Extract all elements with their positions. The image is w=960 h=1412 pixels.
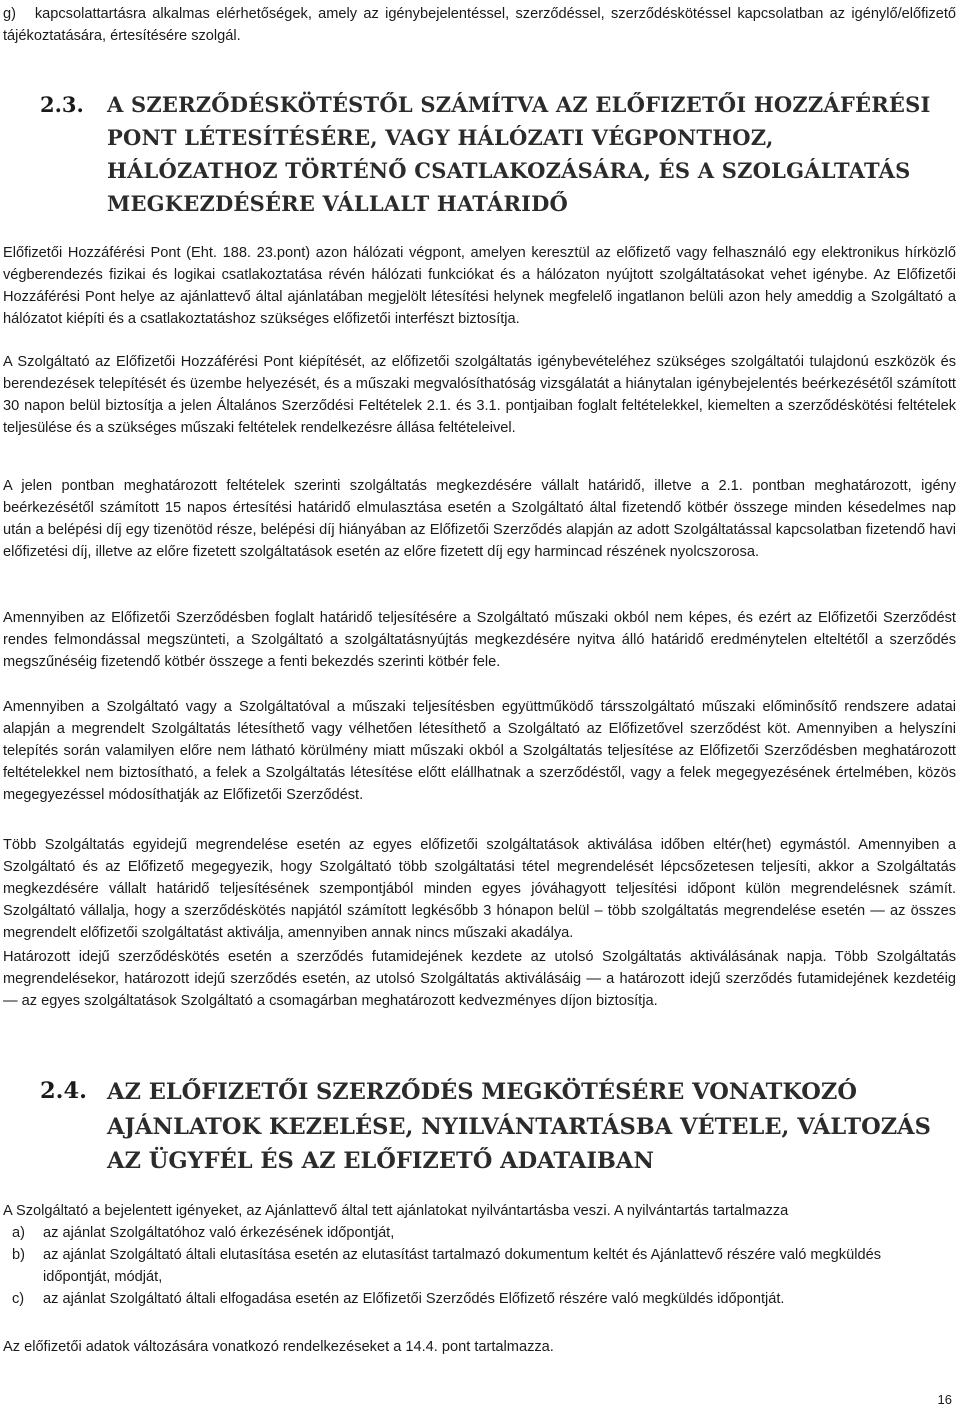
paragraph-tobb-szolgaltatas: Több Szolgáltatás egyidejű megrendelése esetén az egyes előfizetői szolgáltatások aktiválása időben eltér(het) egymástól. Amennyiben a Szolgáltató és az Előfizető megegyezik, hogy Szolgáltató több szolgáltatási tétel megrendelését lépcsőzetesen teljesíti, akkor a Szolgáltatás megkezdésére vállalt határidő teljesítésének szempontjából minden egyes jóváhagyott teljesítési időpont külön megrendelésnek számít. Szolgáltató vállalja, hogy a szerződéskötés napjától számított legkésőbb 3 hónapon belül – több szolgáltatás megrendelése esetén — az összes megrendelt előfizetői szolgáltatást aktiválja, amennyiben annak nincs műszaki akadálya.: [3, 837, 956, 941]
section-2-4-number: 2.4.: [40, 1078, 87, 1104]
list-item-text: az ajánlat Szolgáltatóhoz való érkezésének időpontját,: [43, 1225, 395, 1241]
paragraph-nyilvantartas-intro: A Szolgáltató a bejelentett igényeket, az Ajánlattevő által tett ajánlatokat nyilvántartásba veszi. A nyilvántartás tartalmazza: [3, 1203, 789, 1219]
list-item: [3, 1222, 938, 1244]
list-item: [3, 1244, 938, 1288]
list-item-text: az ajánlat Szolgáltató általi elfogadása esetén az Előfizetői Szerződés Előfizető részére való megküldés időpontját.: [43, 1291, 785, 1307]
list-item-text: az ajánlat Szolgáltató általi elutasítása esetén az elutasítást tartalmazó dokumentum keltét és Ajánlattevő részére való megküldés időpontját, módját,: [43, 1247, 881, 1285]
paragraph-adatvaltozas: Az előfizetői adatok változására vonatkozó rendelkezéseket a 14.4. pont tartalmazza.: [3, 1339, 554, 1355]
paragraph-hatarozott-ido: Határozott idejű szerződéskötés esetén a szerződés futamidejének kezdete az utolsó Szolgáltatás aktiválásának napja. Több Szolgáltatás megrendelésekor, határozott idejű szerződés esetén, az utolsó Szolgáltatás aktiválásáig — a határozott idejű szerződés futamidejének kezdetéig — az egyes szolgáltatások Szolgáltató a csomagárban meghatározott kedvezményes díjon biztosítja.: [3, 949, 956, 1009]
page-number: 16: [937, 1392, 952, 1407]
section-2-3-number: 2.3.: [40, 92, 84, 117]
paragraph-muszaki-eloinosites: Amennyiben a Szolgáltató vagy a Szolgáltatóval a műszaki teljesítésben együttműködő társszolgáltató műszaki előminősítő rendszere adatai alapján a megrendelt Szolgáltatás létesíthető vagy vélhetően létesíthető a Szolgáltató az Előfizetővel szerződést köt. Amennyiben a helyszíni telepítés során valamilyen előre nem látható körülmény miatt műszaki okból a Szolgáltatás teljesítése az Előfizetői Szerződésben meghatározott feltételekkel nem biztosítható, a felek a Szolgáltatás létesítése előtt elállhatnak a szerződéstől, vagy a felek megegyezésének értelmében, közös megegyezéssel módosíthatják az Előfizetői Szerződést.: [3, 699, 956, 803]
paragraph-hozzaferesi-pont: Előfizetői Hozzáférési Pont (Eht. 188. 23.pont) azon hálózati végpont, amelyen keresztül az előfizető vagy felhasználó egy elektronikus hírközlő végberendezés fizikai és logikai csatlakoztatása révén hálózati funkciókat és a hálózaton nyújtott szolgáltatásokat vehet igénybe. Az Előfizetői Hozzáférési Pont helye az ajánlattevő által ajánlatában megjelölt létesítési helynek megfelelő ingatlanon belüli azon hely ameddig a Szolgáltató a hálózatot kiépíti és a csatlakoztatáshoz szükséges előfizetői interfészt biztosítja.: [3, 245, 956, 327]
list-marker: b): [12, 1247, 25, 1263]
list-item: [3, 1288, 938, 1310]
paragraph-kiepites-hatarido: A Szolgáltató az Előfizetői Hozzáférési Pont kiépítését, az előfizetői szolgáltatás igénybevételéhez szükséges szolgáltatói tulajdonú eszközök és berendezések telepítését és üzembe helyezését, és a műszaki megvalósíthatóság vizsgálatát a hiánytalan igénybejelentés beérkezésétől számított 30 napon belül biztosítja a jelen Általános Szerződési Feltételek 2.1. és 3.1. pontjaiban foglalt feltételekkel, kiemelten a szerződéskötési feltételek teljesülése és a szükséges műszaki feltételek rendelkezésre állása feltételeivel.: [3, 354, 956, 436]
intro-list-item-g: g) kapcsolattartásra alkalmas elérhetőségek, amely az igénybejelentéssel, szerződéssel, szerződéskötéssel kapcsolatban az igénylő/előfizető tájékoztatására, értesítésére szolgál.: [3, 6, 956, 44]
section-2-4-title: AZ ELŐFIZETŐI SZERZŐDÉS MEGKÖTÉSÉRE VONATKOZÓ AJÁNLATOK KEZELÉSE, NYILVÁNTARTÁSBA VÉTELE, VÁLTOZÁS AZ ÜGYFÉL ÉS AZ ELŐFIZETŐ ADATAIBAN: [107, 1079, 931, 1174]
list-marker: c): [12, 1291, 25, 1307]
list-marker: a): [12, 1225, 25, 1241]
section-2-3-title: A SZERZŐDÉSKÖTÉSTŐL SZÁMÍTVA AZ ELŐFIZETŐI HOZZÁFÉRÉSI PONT LÉTESÍTÉSÉRE, VAGY HÁLÓZATI VÉGPONTHOZ, HÁLÓZATHOZ TÖRTÉNŐ CSATLAKOZÁSÁRA, ÉS A SZOLGÁLTATÁS MEGKEZDÉSÉRE VÁLLALT HATÁRIDŐ: [107, 92, 931, 216]
paragraph-kotber: A jelen pontban meghatározott feltételek szerinti szolgáltatás megkezdésére vállalt határidő, illetve a 2.1. pontban meghatározott, igény beérkezésétől számított 15 napos értesítési határidő elmulasztása esetén a Szolgáltató által fizetendő kötbér összege minden késedelmes nap után a belépési díj egy tizenötöd része, belépési díj hiányában az Előfizetői Szerződés alapján az adott Szolgáltatással kapcsolatban fizetendő havi előfizetési díj, illetve az előre fizetett szolgáltatások esetén az előre fizetett díj egy harmincad részének nyolcszorosa.: [3, 478, 956, 560]
paragraph-rendes-felmondas: Amennyiben az Előfizetői Szerződésben foglalt határidő teljesítésére a Szolgáltató műszaki okból nem képes, és ezért az Előfizetői Szerződést rendes felmondással megszünteti, a Szolgáltató a szolgáltatásnyújtás megkezdésére nyitva álló határidő eredménytelen elteltétől a szerződés megszűnéséig fizetendő kötbér összege a fenti bekezdés szerinti kötbér fele.: [3, 610, 956, 670]
nyilvantartas-list: [3, 1222, 938, 1310]
